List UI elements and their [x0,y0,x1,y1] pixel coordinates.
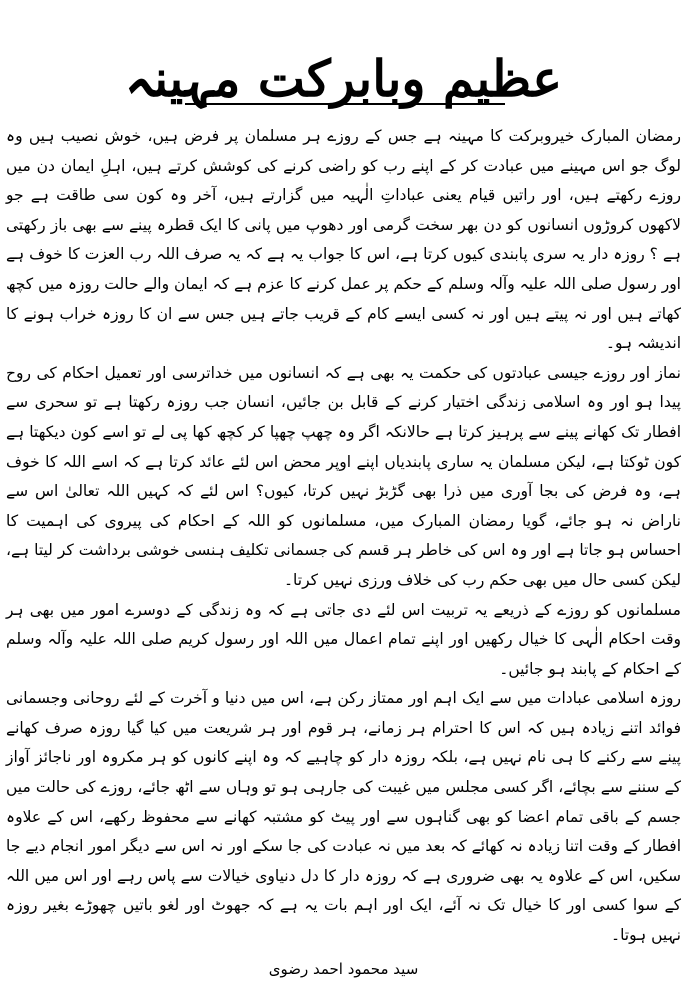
article-paragraph-3: مسلمانوں کو روزے کے ذریعے یہ تربیت اس لئے دی جاتی ہے کہ وہ زندگی کے دوسرے امور میں بھی ہر وقت احکام الٰہی کا خیال رکھیں اور اپنے تمام اعمال میں اللہ اور رسول کریم صلی اللہ علیہ وآلہ وسلم کے احکام کے پابند ہو جائیں۔ [6,600,681,678]
author-signature: سید محمود احمد رضوی [268,960,419,978]
article-body [6,122,681,951]
title-divider [185,103,505,105]
article-title: عظیم وبابرکت مہینہ [124,48,563,108]
article-paragraph-1: رمضان المبارک خیروبرکت کا مہینہ ہے جس کے روزے ہر مسلمان پر فرض ہیں، خوش نصیب ہیں وہ لوگ جو اس مہینے میں عبادت کر کے اپنے رب کو راضی کرنے کی کوشش کرتے ہیں، اہلِ ایمان دن میں روزے رکھتے ہیں، اور راتیں قیام یعنی عباداتِ الٰہیہ میں گزارتے ہیں، آخر وہ کون سی طاقت ہے جو لاکھوں کروڑوں انسانوں کو دن بھر سخت گرمی اور دھوپ میں پانی کا ایک قطرہ پینے سے بھی باز رکھتی ہے ؟ روزہ دار یہ سری پابندی کیوں کرتا ہے، اس کا جواب یہ ہے کہ یہ صرف اللہ رب العزت کا خوف ہے اور رسول صلی اللہ علیہ وآلہ وسلم کے حکم پر عمل کرنے کا عزم ہے کہ ایمان والے حالت روزہ میں کچھ کھاتے ہیں اور نہ پیتے ہیں اور نہ کسی ایسے کام کے قریب جاتے ہیں جس سے ان کا روزہ خراب ہونے کا اندیشہ ہو۔ [6,127,681,353]
article-paragraph-2: نماز اور روزے جیسی عبادتوں کی حکمت یہ بھی ہے کہ انسانوں میں خداترسی اور تعمیل احکام کی روح پیدا ہو اور وہ اسلامی زندگی اختیار کرنے کے قابل بن جائیں، انسان جب روزہ رکھتا ہے تو سحری سے افطار تک کھانے پینے سے پرہیز کرتا ہے حالانکہ اگر وہ چھپ چھپا کر کچھ کھا پی لے تو اسے کون دیکھتا ہے کون ٹوکتا ہے، لیکن مسلمان یہ ساری پابندیاں اپنے اوپر محض اس لئے عائد کرتا ہے کہ اسے اللہ کا خوف ہے، وہ فرض کی بجا آوری میں ذرا بھی گڑبڑ نہیں کرتا، کیوں؟ اس لئے کہ کہیں اللہ تعالیٰ اس سے ناراض نہ ہو جائے، گویا رمضان المبارک میں، مسلمانوں کو اللہ کے احکام کی پیروی کی اہمیت کا احساس ہو جاتا ہے اور وہ اس کی خاطر ہر قسم کی جسمانی تکلیف ہنسی خوشی برداشت کر لیتا ہے، لیکن کسی حال میں بھی حکم رب کی خلاف ورزی نہیں کرتا۔ [6,363,681,589]
article-paragraph-4: روزہ اسلامی عبادات میں سے ایک اہم اور ممتاز رکن ہے، اس میں دنیا و آخرت کے لئے روحانی وجسمانی فوائد اتنے زیادہ ہیں کہ اس کا احترام ہر زمانے، ہر قوم اور ہر شریعت میں کیا گیا روزہ صرف کھانے پینے سے رکنے کا ہی نام نہیں ہے، بلکہ روزہ دار کو چاہیے کہ وہ اپنے کانوں کو ہر مکروہ اور ناجائز آواز کے سننے سے بچائے، اگر کسی مجلس میں غیبت کی جارہی ہو تو وہاں سے اٹھ جائے، روزے کی حالت میں جسم کے باقی تمام اعضا کو بھی گناہوں سے اور پیٹ کو مشتبہ کھانے سے محفوظ رکھے، اس کے علاوہ افطار کے وقت اتنا زیادہ نہ کھائے کہ بعد میں نہ عبادت کی جا سکے اور نہ اس سے دیگر امور انجام دیے جا سکیں، اس کے علاوہ یہ بھی ضروری ہے کہ روزہ دار کا دل دنیاوی خیالات سے پاس رہے اور اس میں اللہ کے سوا کسی اور کا خیال تک نہ آئے، ایک اور اہم بات یہ ہے کہ جھوٹ اور لغو باتیں چھوڑے بغیر روزہ نہیں ہوتا۔ [6,689,681,945]
